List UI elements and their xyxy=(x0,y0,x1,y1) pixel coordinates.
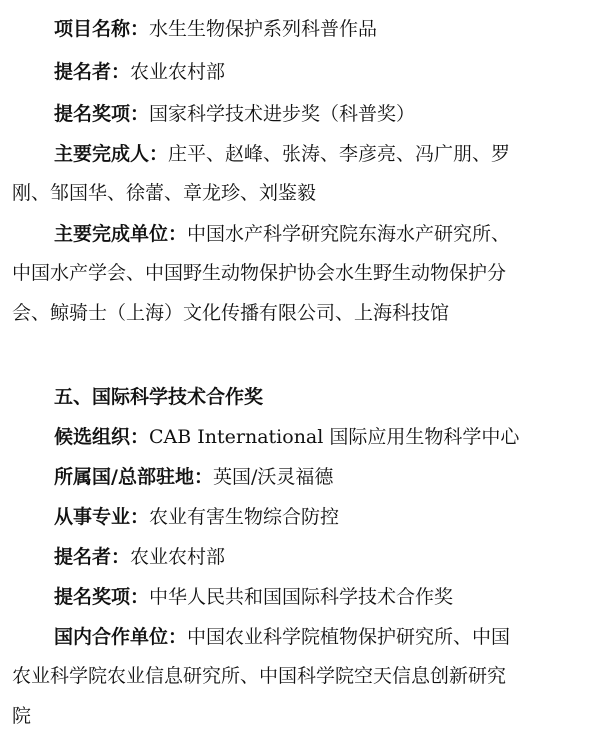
section-five-heading: 五、国际科学技术合作奖 xyxy=(54,386,264,408)
award-row xyxy=(54,95,590,133)
nominator-value: 农业农村部 xyxy=(130,61,226,83)
award-value: 国家科学技术进步奖（科普奖） xyxy=(149,103,416,125)
country-label: 所属国/总部驻地： xyxy=(54,466,213,488)
main-persons-row xyxy=(54,135,590,173)
nominator-five-label: 提名者： xyxy=(54,546,131,568)
country-row xyxy=(54,458,590,496)
field-value: 农业有害生物综合防控 xyxy=(149,506,340,528)
main-units-continuation-1 xyxy=(12,254,590,292)
field-row xyxy=(54,498,590,536)
main-units-value-line2: 中国水产学会、中国野生动物保护协会水生野生动物保护分 xyxy=(12,262,507,284)
candidate-label: 候选组织： xyxy=(54,426,150,448)
candidate-row xyxy=(54,418,590,456)
project-name-label: 项目名称： xyxy=(54,18,150,40)
field-label: 从事专业： xyxy=(54,506,150,528)
domestic-units-value-line1: 中国农业科学院植物保护研究所、中国 xyxy=(187,626,511,648)
main-units-value-line1: 中国水产科学研究院东海水产研究所、 xyxy=(187,223,511,245)
award-five-row xyxy=(54,578,590,616)
main-units-value-line3: 会、鲸骑士（上海）文化传播有限公司、上海科技馆 xyxy=(12,302,450,324)
domestic-units-continuation-2 xyxy=(12,697,590,735)
main-persons-value-line1: 庄平、赵峰、张涛、李彦亮、冯广朋、罗 xyxy=(168,143,511,165)
nominator-five-row xyxy=(54,538,590,576)
domestic-units-row xyxy=(54,618,590,656)
domestic-units-value-line2: 农业科学院农业信息研究所、中国科学院空天信息创新研究 xyxy=(12,665,507,687)
candidate-value: CAB International 国际应用生物科学中心 xyxy=(149,426,520,448)
main-units-row xyxy=(54,215,590,253)
domestic-units-continuation-1 xyxy=(12,657,590,695)
main-units-label: 主要完成单位： xyxy=(54,223,188,245)
award-five-value: 中华人民共和国国际科学技术合作奖 xyxy=(149,586,454,608)
award-five-label: 提名奖项： xyxy=(54,586,150,608)
project-name-row xyxy=(54,10,590,48)
domestic-units-label: 国内合作单位： xyxy=(54,626,188,648)
nominator-row xyxy=(54,53,590,91)
domestic-units-value-line3: 院 xyxy=(12,705,32,727)
main-persons-label: 主要完成人： xyxy=(54,143,169,165)
country-value: 英国/沃灵福德 xyxy=(212,466,334,488)
main-persons-continuation xyxy=(12,174,590,212)
project-name-value: 水生生物保护系列科普作品 xyxy=(149,18,378,40)
nominator-five-value: 农业农村部 xyxy=(130,546,226,568)
award-label: 提名奖项： xyxy=(54,103,150,125)
nominator-label: 提名者： xyxy=(54,61,131,83)
main-units-continuation-2 xyxy=(12,294,590,332)
main-persons-value-line2: 刚、邹国华、徐蕾、章龙珍、刘鉴毅 xyxy=(12,182,317,204)
